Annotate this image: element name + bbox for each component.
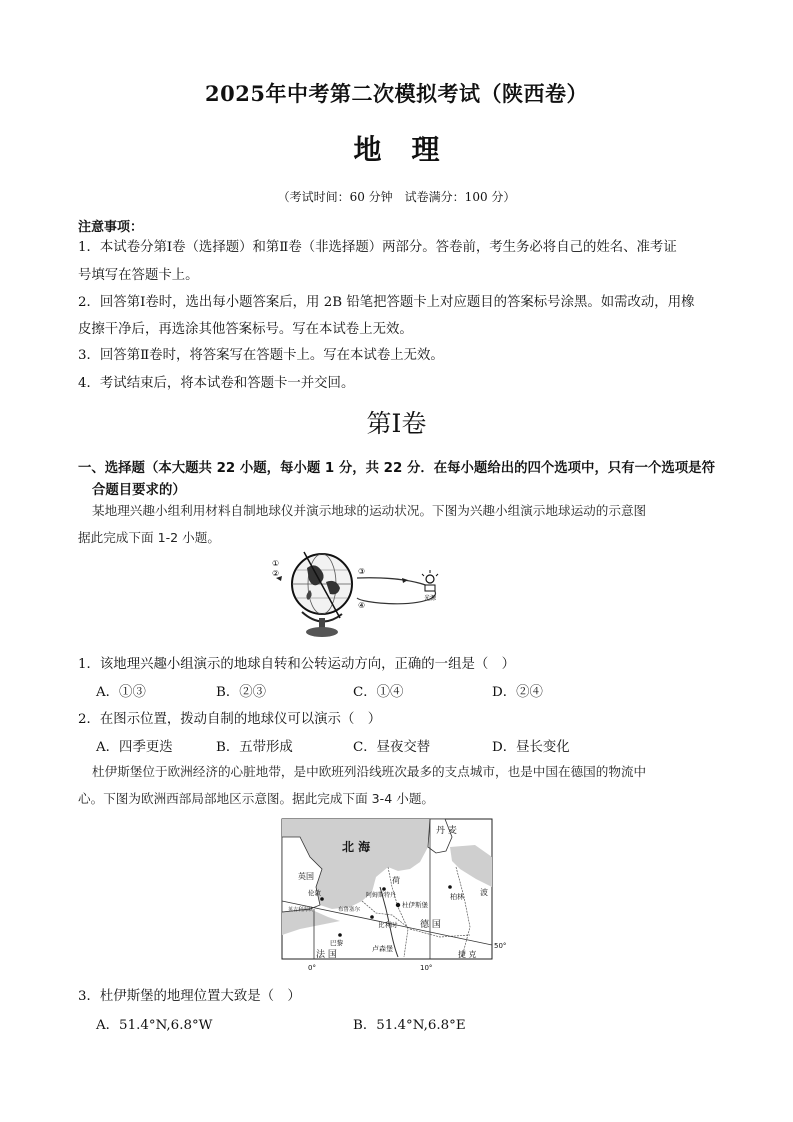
duisburg-dot (396, 903, 400, 907)
light-source-label: 光源 (424, 595, 437, 602)
label-belgium: 比利时 (378, 921, 398, 929)
globe-stand-base (306, 627, 338, 637)
question-1-stem: 1．该地理兴趣小组演示的地球自转和公转运动方向，正确的一组是（ ） (78, 657, 516, 672)
question-3-stem: 3．杜伊斯堡的地理位置大致是（ ） (78, 989, 301, 1004)
notes-heading: 注意事项： (78, 220, 144, 235)
question-1-option-c[interactable]: C．①④ (353, 685, 404, 700)
label-czech: 捷 克 (458, 950, 477, 959)
label-luxembourg: 卢森堡 (372, 945, 393, 953)
note-line-5: 3．回答第Ⅱ卷时，将答案写在答题卡上。写在本试卷上无效。 (78, 348, 444, 363)
passage-1-line-2: 据此完成下面 1-2 小题。 (78, 530, 220, 545)
globe-stand-pole (319, 618, 325, 628)
label-north-sea: 北 海 (342, 840, 371, 854)
subject-char-1: 地 (353, 133, 382, 166)
western-europe-map (280, 817, 516, 973)
london-dot (320, 897, 324, 901)
brussels-dot (370, 915, 374, 919)
label-netherlands: 荷 (392, 876, 400, 885)
question-3-option-b[interactable]: B．51.4°N,6.8°E (353, 1018, 466, 1033)
amsterdam-dot (382, 887, 386, 891)
label-denmark: 丹 麦 (436, 826, 457, 836)
label-lon-0: 0° (308, 964, 316, 972)
label-lon-10: 10° (420, 964, 433, 972)
section-heading-line-1: 一、选择题（本大题共 22 小题，每小题 1 分，共 22 分．在每小题给出的四个选项中，只有一个选项是符 (78, 461, 715, 476)
note-line-6: 4．考试结束后，将本试卷和答题卡一并交回。 (78, 376, 355, 391)
label-germany: 德 国 (420, 920, 441, 930)
label-brussels: 布鲁塞尔 (338, 907, 361, 913)
question-1-option-d[interactable]: D．②④ (492, 685, 543, 700)
label-poland: 波 (480, 888, 488, 897)
paris-dot (338, 933, 342, 937)
question-2-option-a[interactable]: A．四季更迭 (96, 740, 173, 755)
arrow-label-4: ④ (358, 601, 366, 610)
section-heading-line-2: 合题目要求的） (92, 483, 186, 498)
label-berlin: 柏林 (450, 893, 464, 901)
question-2-stem: 2．在图示位置，拨动自制的地球仪可以演示（ ） (78, 712, 382, 727)
note-line-1: 1．本试卷分第Ⅰ卷（选择题）和第Ⅱ卷（非选择题）两部分。答卷前，考生务必将自己的姓名、准考证 (78, 240, 677, 255)
arrow-label-2: ② (272, 569, 280, 578)
question-2-option-c[interactable]: C．昼夜交替 (353, 740, 431, 755)
question-2-option-d[interactable]: D．昼长变化 (492, 740, 570, 755)
passage-1-line-1: 某地理兴趣小组利用材料自制地球仪并演示地球的运动状况。下图为兴趣小组演示地球运动的示意图 (92, 503, 647, 518)
note-line-4: 皮擦干净后，再选涂其他答案标号。写在本试卷上无效。 (78, 322, 413, 337)
exam-title: 2025年中考第二次模拟考试（陕西卷） (205, 81, 588, 106)
label-strait: 英吉利海峡 (288, 907, 314, 913)
question-1-option-a[interactable]: A．①③ (96, 685, 146, 700)
note-line-2: 号填写在答题卡上。 (78, 268, 199, 283)
subject-char-2: 理 (411, 133, 440, 166)
label-uk: 英国 (298, 872, 314, 881)
label-paris: 巴黎 (330, 939, 343, 947)
label-lat-50: 50° (494, 942, 507, 950)
arrow-label-1: ① (272, 559, 280, 568)
label-london: 伦敦 (308, 889, 321, 897)
question-2-option-b[interactable]: B．五带形成 (216, 740, 293, 755)
arrow-label-3: ③ (358, 567, 366, 576)
passage-2-line-2: 心。下图为欧洲西部局部地区示意图。据此完成下面 3-4 小题。 (78, 791, 435, 806)
note-line-3: 2．回答第Ⅰ卷时，选出每小题答案后，用 2B 铅笔把答题卡上对应题目的答案标号涂黑。如需改动，用橡 (78, 295, 695, 310)
question-3-option-a[interactable]: A．51.4°N,6.8°W (96, 1018, 213, 1033)
label-amsterdam: 阿姆斯特丹 (366, 892, 397, 899)
globe-demo-figure (262, 548, 462, 640)
question-1-option-b[interactable]: B．②③ (216, 685, 267, 700)
exam-time-info: （考试时间：60 分钟 试卷满分：100 分） (277, 190, 516, 204)
label-duisburg: 杜伊斯堡 (402, 901, 428, 909)
berlin-dot (448, 885, 452, 889)
volume-title: 第Ⅰ卷 (366, 409, 427, 438)
label-france: 法 国 (316, 950, 337, 960)
subject-title (0, 128, 793, 168)
light-source-icon (422, 570, 438, 591)
passage-2-line-1: 杜伊斯堡位于欧洲经济的心脏地带，是中欧班列沿线班次最多的支点城市，也是中国在德国的物流中 (92, 764, 647, 779)
